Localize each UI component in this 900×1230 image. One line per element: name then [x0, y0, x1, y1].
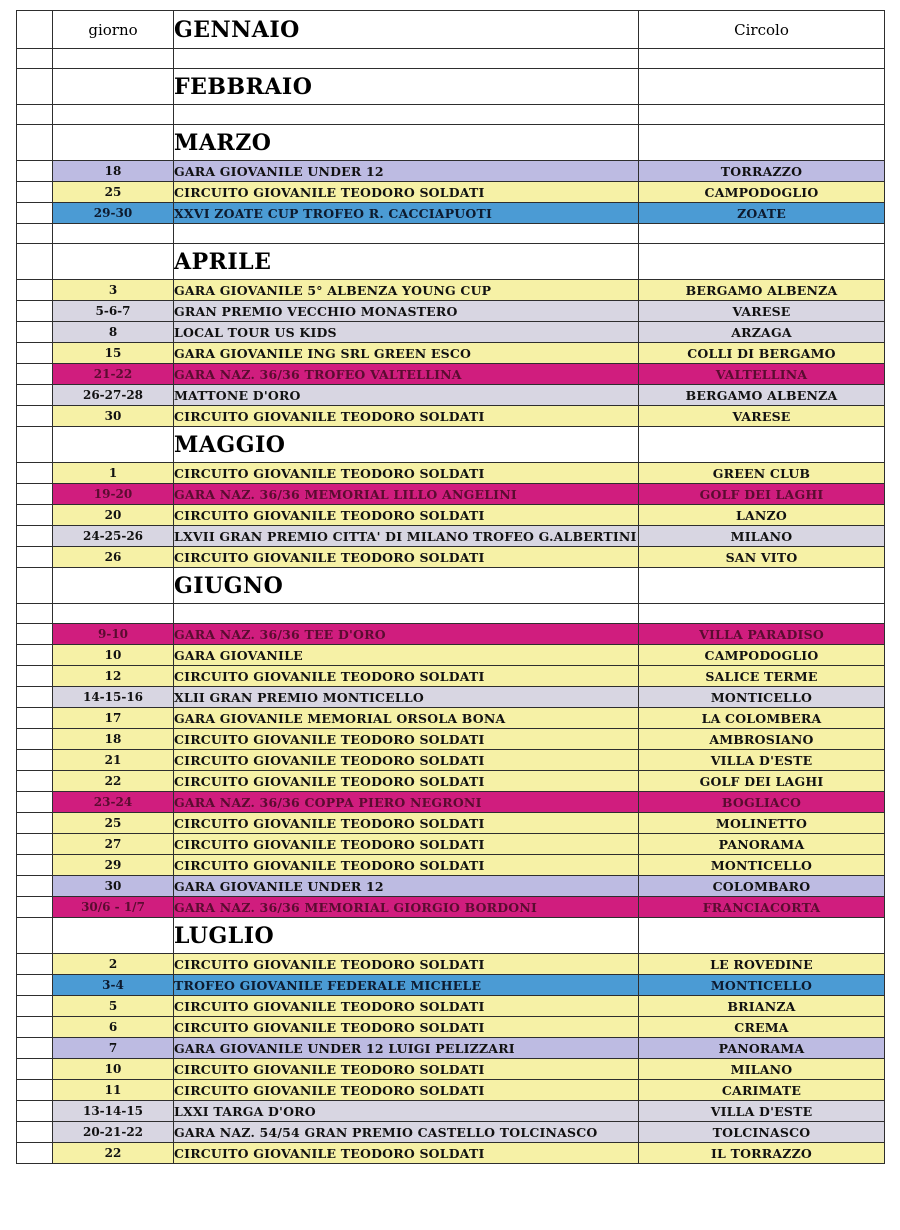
- marker-cell: [17, 244, 53, 280]
- marker-cell: [17, 897, 53, 918]
- event-day: 20: [53, 505, 174, 526]
- event-name: CIRCUITO GIOVANILE TEODORO SOLDATI: [174, 834, 639, 855]
- marker-cell: [17, 484, 53, 505]
- event-row: [17, 624, 885, 645]
- event-row: [17, 876, 885, 897]
- marker-cell: [17, 1038, 53, 1059]
- event-day: 3-4: [53, 975, 174, 996]
- month-row: [17, 69, 885, 105]
- marker-cell: [17, 687, 53, 708]
- event-club: CREMA: [639, 1017, 885, 1038]
- marker-cell: [17, 364, 53, 385]
- event-row: [17, 729, 885, 750]
- event-name: GARA NAZ. 36/36 TEE D'ORO: [174, 624, 639, 645]
- marker-cell: [17, 385, 53, 406]
- event-day: 23-24: [53, 792, 174, 813]
- marker-cell: [17, 975, 53, 996]
- event-row: [17, 1059, 885, 1080]
- event-day: 26-27-28: [53, 385, 174, 406]
- event-row: [17, 364, 885, 385]
- event-club: LE ROVEDINE: [639, 954, 885, 975]
- event-name: GARA GIOVANILE: [174, 645, 639, 666]
- event-row: [17, 708, 885, 729]
- event-row: [17, 855, 885, 876]
- month-row: [17, 918, 885, 954]
- event-club: BERGAMO ALBENZA: [639, 385, 885, 406]
- event-club: MOLINETTO: [639, 813, 885, 834]
- event-row: [17, 834, 885, 855]
- event-day: 5: [53, 996, 174, 1017]
- event-club: LA COLOMBERA: [639, 708, 885, 729]
- empty-cell: [639, 125, 885, 161]
- event-day: 21-22: [53, 364, 174, 385]
- event-day: 8: [53, 322, 174, 343]
- marker-cell: [17, 645, 53, 666]
- event-club: AMBROSIANO: [639, 729, 885, 750]
- marker-cell: [17, 1059, 53, 1080]
- event-row: [17, 1038, 885, 1059]
- event-club: LANZO: [639, 505, 885, 526]
- golf-calendar-table: [16, 10, 885, 1164]
- event-row: [17, 484, 885, 505]
- event-name: GARA NAZ. 36/36 COPPA PIERO NEGRONI: [174, 792, 639, 813]
- event-row: [17, 385, 885, 406]
- empty-cell: [639, 49, 885, 69]
- marker-cell: [17, 1122, 53, 1143]
- empty-cell: [174, 105, 639, 125]
- event-row: [17, 505, 885, 526]
- marker-cell: [17, 161, 53, 182]
- event-club: COLLI DI BERGAMO: [639, 343, 885, 364]
- marker-cell: [17, 604, 53, 624]
- empty-cell: [639, 244, 885, 280]
- event-row: [17, 750, 885, 771]
- marker-cell: [17, 11, 53, 49]
- event-day: 29-30: [53, 203, 174, 224]
- marker-cell: [17, 301, 53, 322]
- empty-cell: [53, 427, 174, 463]
- event-day: 30/6 - 1/7: [53, 897, 174, 918]
- empty-cell: [53, 125, 174, 161]
- event-name: GARA GIOVANILE UNDER 12 LUIGI PELIZZARI: [174, 1038, 639, 1059]
- marker-cell: [17, 813, 53, 834]
- empty-cell: [639, 427, 885, 463]
- event-day: 22: [53, 1143, 174, 1164]
- event-name: GARA GIOVANILE MEMORIAL ORSOLA BONA: [174, 708, 639, 729]
- marker-cell: [17, 427, 53, 463]
- marker-cell: [17, 203, 53, 224]
- marker-cell: [17, 69, 53, 105]
- event-day: 19-20: [53, 484, 174, 505]
- month-heading: FEBBRAIO: [174, 69, 639, 105]
- marker-cell: [17, 855, 53, 876]
- empty-cell: [53, 49, 174, 69]
- event-row: [17, 301, 885, 322]
- marker-cell: [17, 834, 53, 855]
- event-name: CIRCUITO GIOVANILE TEODORO SOLDATI: [174, 547, 639, 568]
- event-club: VARESE: [639, 406, 885, 427]
- month-row: [17, 568, 885, 604]
- event-day: 3: [53, 280, 174, 301]
- event-row: [17, 1080, 885, 1101]
- month-heading: APRILE: [174, 244, 639, 280]
- event-name: CIRCUITO GIOVANILE TEODORO SOLDATI: [174, 666, 639, 687]
- event-day: 17: [53, 708, 174, 729]
- empty-cell: [53, 244, 174, 280]
- event-row: [17, 1101, 885, 1122]
- event-club: COLOMBARO: [639, 876, 885, 897]
- event-club: BERGAMO ALBENZA: [639, 280, 885, 301]
- calendar-body: [17, 11, 885, 1164]
- event-day: 13-14-15: [53, 1101, 174, 1122]
- circolo-header: Circolo: [639, 11, 885, 49]
- event-name: GARA GIOVANILE ING SRL GREEN ESCO: [174, 343, 639, 364]
- empty-cell: [53, 224, 174, 244]
- marker-cell: [17, 568, 53, 604]
- month-row: [17, 427, 885, 463]
- marker-cell: [17, 624, 53, 645]
- marker-cell: [17, 771, 53, 792]
- marker-cell: [17, 996, 53, 1017]
- event-day: 24-25-26: [53, 526, 174, 547]
- empty-cell: [639, 918, 885, 954]
- event-row: [17, 463, 885, 484]
- event-day: 10: [53, 1059, 174, 1080]
- event-day: 18: [53, 729, 174, 750]
- marker-cell: [17, 708, 53, 729]
- empty-cell: [639, 105, 885, 125]
- event-name: CIRCUITO GIOVANILE TEODORO SOLDATI: [174, 463, 639, 484]
- event-club: BRIANZA: [639, 996, 885, 1017]
- event-name: CIRCUITO GIOVANILE TEODORO SOLDATI: [174, 813, 639, 834]
- event-name: LXVII GRAN PREMIO CITTA' DI MILANO TROFEO G.ALBERTINI: [174, 526, 639, 547]
- event-row: [17, 182, 885, 203]
- event-club: MONTICELLO: [639, 975, 885, 996]
- event-name: GARA GIOVANILE UNDER 12: [174, 876, 639, 897]
- event-name: CIRCUITO GIOVANILE TEODORO SOLDATI: [174, 406, 639, 427]
- marker-cell: [17, 954, 53, 975]
- marker-cell: [17, 547, 53, 568]
- event-day: 14-15-16: [53, 687, 174, 708]
- event-day: 26: [53, 547, 174, 568]
- event-row: [17, 526, 885, 547]
- event-row: [17, 813, 885, 834]
- event-name: GARA GIOVANILE 5° ALBENZA YOUNG CUP: [174, 280, 639, 301]
- event-day: 18: [53, 161, 174, 182]
- marker-cell: [17, 918, 53, 954]
- event-name: LOCAL TOUR US KIDS: [174, 322, 639, 343]
- event-row: [17, 161, 885, 182]
- month-heading: GIUGNO: [174, 568, 639, 604]
- event-day: 6: [53, 1017, 174, 1038]
- event-club: CAMPODOGLIO: [639, 645, 885, 666]
- header-row: [17, 11, 885, 49]
- event-day: 15: [53, 343, 174, 364]
- event-club: ZOATE: [639, 203, 885, 224]
- event-row: [17, 771, 885, 792]
- event-club: GOLF DEI LAGHI: [639, 771, 885, 792]
- event-club: MILANO: [639, 1059, 885, 1080]
- event-name: TROFEO GIOVANILE FEDERALE MICHELE: [174, 975, 639, 996]
- event-club: FRANCIACORTA: [639, 897, 885, 918]
- event-row: [17, 547, 885, 568]
- marker-cell: [17, 1017, 53, 1038]
- event-club: VILLA PARADISO: [639, 624, 885, 645]
- month-heading: GENNAIO: [174, 11, 639, 49]
- event-row: [17, 666, 885, 687]
- event-row: [17, 975, 885, 996]
- event-day: 11: [53, 1080, 174, 1101]
- event-row: [17, 792, 885, 813]
- event-day: 25: [53, 813, 174, 834]
- blank-row: [17, 224, 885, 244]
- marker-cell: [17, 876, 53, 897]
- giorno-header: giorno: [53, 11, 174, 49]
- blank-row: [17, 49, 885, 69]
- blank-row: [17, 604, 885, 624]
- event-club: PANORAMA: [639, 834, 885, 855]
- empty-cell: [174, 604, 639, 624]
- event-name: CIRCUITO GIOVANILE TEODORO SOLDATI: [174, 182, 639, 203]
- event-day: 7: [53, 1038, 174, 1059]
- empty-cell: [174, 49, 639, 69]
- event-name: CIRCUITO GIOVANILE TEODORO SOLDATI: [174, 1080, 639, 1101]
- event-row: [17, 322, 885, 343]
- event-name: MATTONE D'ORO: [174, 385, 639, 406]
- event-day: 1: [53, 463, 174, 484]
- month-heading: MAGGIO: [174, 427, 639, 463]
- event-row: [17, 280, 885, 301]
- event-club: IL TORRAZZO: [639, 1143, 885, 1164]
- event-name: CIRCUITO GIOVANILE TEODORO SOLDATI: [174, 750, 639, 771]
- marker-cell: [17, 343, 53, 364]
- marker-cell: [17, 182, 53, 203]
- empty-cell: [53, 69, 174, 105]
- event-name: CIRCUITO GIOVANILE TEODORO SOLDATI: [174, 1017, 639, 1038]
- empty-cell: [53, 918, 174, 954]
- marker-cell: [17, 406, 53, 427]
- event-club: GREEN CLUB: [639, 463, 885, 484]
- marker-cell: [17, 49, 53, 69]
- event-day: 25: [53, 182, 174, 203]
- empty-cell: [639, 224, 885, 244]
- event-day: 29: [53, 855, 174, 876]
- empty-cell: [53, 568, 174, 604]
- marker-cell: [17, 105, 53, 125]
- event-row: [17, 343, 885, 364]
- event-row: [17, 645, 885, 666]
- event-row: [17, 203, 885, 224]
- event-name: CIRCUITO GIOVANILE TEODORO SOLDATI: [174, 954, 639, 975]
- event-club: SAN VITO: [639, 547, 885, 568]
- event-name: GARA NAZ. 36/36 TROFEO VALTELLINA: [174, 364, 639, 385]
- marker-cell: [17, 224, 53, 244]
- empty-cell: [53, 604, 174, 624]
- event-club: GOLF DEI LAGHI: [639, 484, 885, 505]
- event-row: [17, 1017, 885, 1038]
- event-club: TORRAZZO: [639, 161, 885, 182]
- event-day: 10: [53, 645, 174, 666]
- event-day: 22: [53, 771, 174, 792]
- month-row: [17, 125, 885, 161]
- event-name: GRAN PREMIO VECCHIO MONASTERO: [174, 301, 639, 322]
- event-club: VALTELLINA: [639, 364, 885, 385]
- event-name: CIRCUITO GIOVANILE TEODORO SOLDATI: [174, 996, 639, 1017]
- marker-cell: [17, 1080, 53, 1101]
- empty-cell: [639, 604, 885, 624]
- month-heading: MARZO: [174, 125, 639, 161]
- event-club: BOGLIACO: [639, 792, 885, 813]
- event-day: 12: [53, 666, 174, 687]
- event-row: [17, 897, 885, 918]
- empty-cell: [639, 69, 885, 105]
- event-name: CIRCUITO GIOVANILE TEODORO SOLDATI: [174, 771, 639, 792]
- event-name: XLII GRAN PREMIO MONTICELLO: [174, 687, 639, 708]
- event-club: SALICE TERME: [639, 666, 885, 687]
- marker-cell: [17, 505, 53, 526]
- empty-cell: [174, 224, 639, 244]
- empty-cell: [53, 105, 174, 125]
- month-heading: LUGLIO: [174, 918, 639, 954]
- blank-row: [17, 105, 885, 125]
- event-club: PANORAMA: [639, 1038, 885, 1059]
- event-club: VILLA D'ESTE: [639, 1101, 885, 1122]
- event-row: [17, 996, 885, 1017]
- event-day: 21: [53, 750, 174, 771]
- event-name: GARA GIOVANILE UNDER 12: [174, 161, 639, 182]
- empty-cell: [639, 568, 885, 604]
- event-name: XXVI ZOATE CUP TROFEO R. CACCIAPUOTI: [174, 203, 639, 224]
- event-day: 20-21-22: [53, 1122, 174, 1143]
- marker-cell: [17, 792, 53, 813]
- marker-cell: [17, 1101, 53, 1122]
- event-club: VILLA D'ESTE: [639, 750, 885, 771]
- event-day: 30: [53, 876, 174, 897]
- marker-cell: [17, 125, 53, 161]
- marker-cell: [17, 280, 53, 301]
- event-club: ARZAGA: [639, 322, 885, 343]
- event-name: CIRCUITO GIOVANILE TEODORO SOLDATI: [174, 1143, 639, 1164]
- event-day: 27: [53, 834, 174, 855]
- event-row: [17, 1122, 885, 1143]
- event-name: CIRCUITO GIOVANILE TEODORO SOLDATI: [174, 505, 639, 526]
- event-row: [17, 687, 885, 708]
- marker-cell: [17, 322, 53, 343]
- event-day: 9-10: [53, 624, 174, 645]
- event-row: [17, 954, 885, 975]
- event-row: [17, 1143, 885, 1164]
- event-club: MONTICELLO: [639, 687, 885, 708]
- event-club: CARIMATE: [639, 1080, 885, 1101]
- marker-cell: [17, 729, 53, 750]
- marker-cell: [17, 666, 53, 687]
- event-club: VARESE: [639, 301, 885, 322]
- event-name: GARA NAZ. 36/36 MEMORIAL LILLO ANGELINI: [174, 484, 639, 505]
- event-club: CAMPODOGLIO: [639, 182, 885, 203]
- event-club: MILANO: [639, 526, 885, 547]
- event-name: CIRCUITO GIOVANILE TEODORO SOLDATI: [174, 1059, 639, 1080]
- marker-cell: [17, 1143, 53, 1164]
- event-name: CIRCUITO GIOVANILE TEODORO SOLDATI: [174, 729, 639, 750]
- event-name: LXXI TARGA D'ORO: [174, 1101, 639, 1122]
- event-club: TOLCINASCO: [639, 1122, 885, 1143]
- event-name: CIRCUITO GIOVANILE TEODORO SOLDATI: [174, 855, 639, 876]
- event-day: 5-6-7: [53, 301, 174, 322]
- marker-cell: [17, 750, 53, 771]
- marker-cell: [17, 526, 53, 547]
- marker-cell: [17, 463, 53, 484]
- event-club: MONTICELLO: [639, 855, 885, 876]
- event-name: GARA NAZ. 54/54 GRAN PREMIO CASTELLO TOLCINASCO: [174, 1122, 639, 1143]
- event-day: 30: [53, 406, 174, 427]
- event-day: 2: [53, 954, 174, 975]
- event-row: [17, 406, 885, 427]
- month-row: [17, 244, 885, 280]
- event-name: GARA NAZ. 36/36 MEMORIAL GIORGIO BORDONI: [174, 897, 639, 918]
